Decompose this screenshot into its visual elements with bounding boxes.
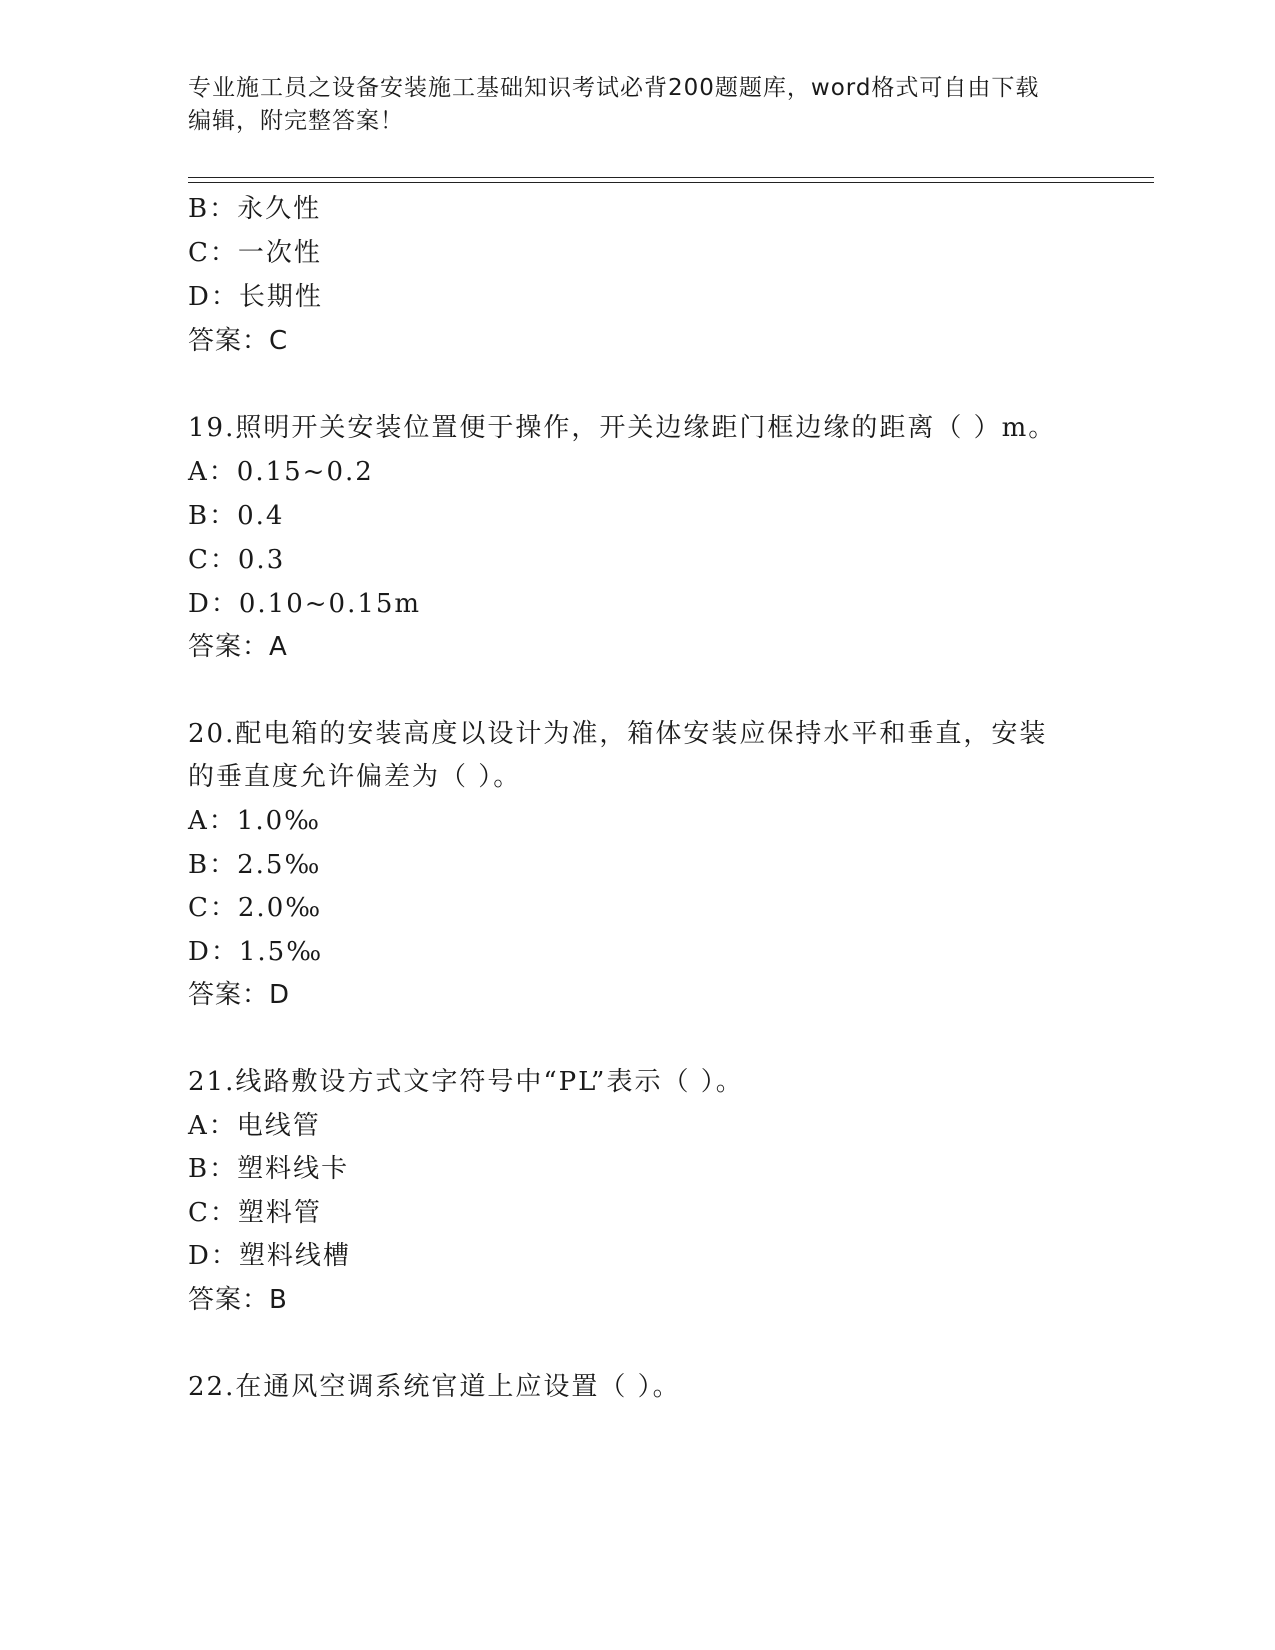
q18-answer: 答案：C (188, 326, 289, 356)
q20-option-d: D：1.5‰ (188, 937, 324, 967)
q19-option-c: C：0.3 (188, 545, 286, 575)
q19-option-d: D：0.10~0.15m (188, 589, 422, 619)
q21-option-d: D：塑料线槽 (188, 1241, 351, 1271)
q20-question-line-2: 的垂直度允许偏差为（ ）。 (188, 762, 522, 792)
q19-question: 19.照明开关安装位置便于操作，开关边缘距门框边缘的距离（ ）m。 (188, 413, 1057, 443)
q19-option-a: A：0.15~0.2 (188, 457, 374, 487)
q20-answer: 答案：D (188, 980, 291, 1010)
header-divider-top (188, 177, 1154, 178)
header-divider-bottom (188, 182, 1154, 183)
q19-option-b: B：0.4 (188, 501, 285, 531)
q20-question-line-1: 20.配电箱的安装高度以设计为准，箱体安装应保持水平和垂直，安装 (188, 719, 1048, 749)
q21-question: 21.线路敷设方式文字符号中“PL”表示（ ）。 (188, 1067, 744, 1097)
q21-answer: 答案：B (188, 1285, 288, 1315)
q21-option-b: B：塑料线卡 (188, 1154, 350, 1184)
q22-question: 22.在通风空调系统官道上应设置（ ）。 (188, 1372, 681, 1402)
q20-option-b: B：2.5‰ (188, 850, 322, 880)
q21-option-a: A：电线管 (188, 1111, 321, 1141)
q20-option-a: A：1.0‰ (188, 806, 322, 836)
header-title-line-2: 编辑，附完整答案！ (188, 108, 404, 134)
header-title-line-1: 专业施工员之设备安装施工基础知识考试必背200题题库，word格式可自由下载 (188, 75, 1040, 101)
q18-option-b: B：永久性 (188, 194, 322, 224)
q21-option-c: C：塑料管 (188, 1198, 322, 1228)
q18-option-d: D：长期性 (188, 282, 323, 312)
q18-option-c: C：一次性 (188, 238, 322, 268)
q20-option-c: C：2.0‰ (188, 893, 323, 923)
document-header (188, 72, 1088, 138)
q19-answer: 答案：A (188, 632, 288, 662)
